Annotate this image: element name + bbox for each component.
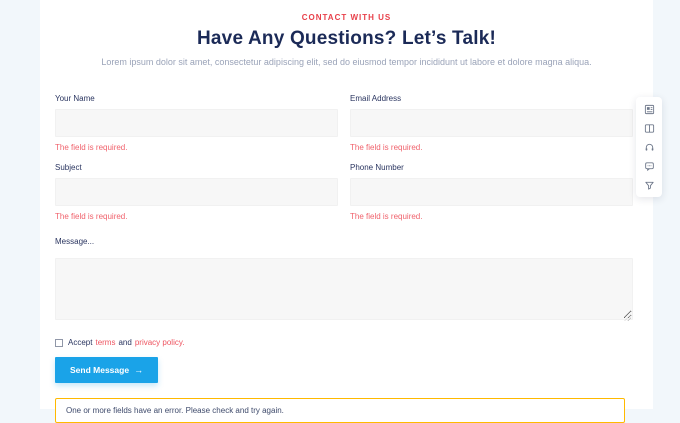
form-error-alert: One or more fields have an error. Please check and try again. xyxy=(55,398,625,423)
terms-link[interactable]: terms xyxy=(95,338,116,347)
message-textarea-wrap xyxy=(55,252,633,325)
privacy-policy-link[interactable]: privacy policy. xyxy=(134,338,185,347)
your-name-error: The field is required. xyxy=(55,143,128,152)
email-address-error: The field is required. xyxy=(350,143,423,152)
your-name-input[interactable] xyxy=(55,109,338,137)
headset-icon[interactable] xyxy=(643,141,655,153)
consent-checkbox[interactable] xyxy=(55,339,63,347)
field-message xyxy=(55,237,633,325)
email-address-label: Email Address xyxy=(350,94,402,103)
message-label: Message... xyxy=(55,237,95,246)
consent-prefix: Accept xyxy=(68,338,93,347)
field-phone-number xyxy=(350,163,633,232)
send-message-button[interactable] xyxy=(55,357,158,383)
field-subject xyxy=(55,163,338,232)
phone-number-label: Phone Number xyxy=(350,163,404,172)
subject-label: Subject xyxy=(55,163,82,172)
send-message-label: Send Message xyxy=(70,365,130,375)
subject-error: The field is required. xyxy=(55,212,128,221)
phone-number-error: The field is required. xyxy=(350,212,423,221)
phone-number-input[interactable] xyxy=(350,178,633,206)
content-panel xyxy=(40,0,653,415)
layout-icon[interactable] xyxy=(643,103,655,115)
arrow-right-icon: → xyxy=(134,365,144,375)
field-your-name xyxy=(55,94,338,163)
your-name-label: Your Name xyxy=(55,94,95,103)
columns-icon[interactable] xyxy=(643,122,655,134)
funnel-icon[interactable] xyxy=(643,179,655,191)
contact-form xyxy=(55,94,633,423)
email-address-input[interactable] xyxy=(350,109,633,137)
floating-side-toolbar xyxy=(636,97,662,197)
page-title: Have Any Questions? Let’s Talk! xyxy=(196,28,496,49)
page-subtitle: Lorem ipsum dolor sit amet, consectetur adipiscing elit, sed do eiusmod tempor incididunt ut labore et dolore magna aliqua. xyxy=(101,57,592,67)
field-email-address xyxy=(350,94,633,163)
subject-input[interactable] xyxy=(55,178,338,206)
fields-grid xyxy=(55,94,633,232)
consent-row[interactable] xyxy=(55,338,184,347)
consent-conjunction: and xyxy=(118,338,132,347)
chat-icon[interactable] xyxy=(643,160,655,172)
message-textarea[interactable] xyxy=(55,258,633,320)
section-eyebrow: CONTACT WITH US xyxy=(301,13,392,22)
